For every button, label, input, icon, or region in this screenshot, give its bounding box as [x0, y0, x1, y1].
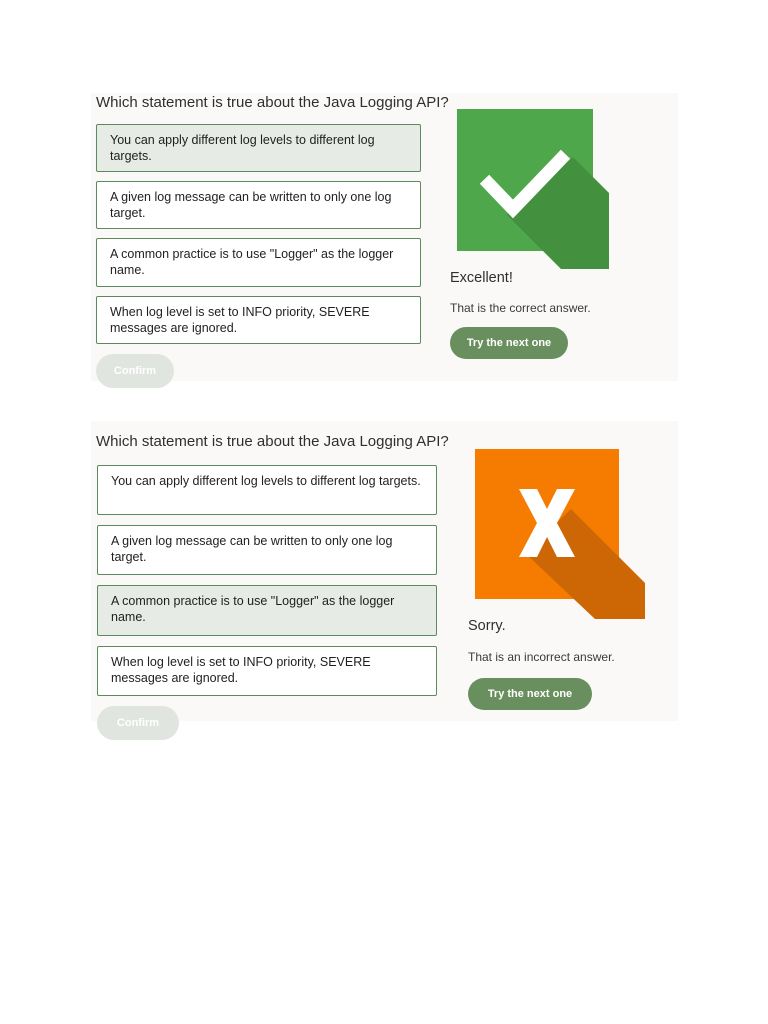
- quiz-panel-correct: [91, 93, 678, 381]
- checkmark-icon: [457, 109, 593, 251]
- answer-option-4[interactable]: When log level is set to INFO priority, SEVERE messages are ignored.: [96, 296, 421, 344]
- answer-option-2[interactable]: A given log message can be written to only one log target.: [96, 181, 421, 229]
- question-text: Which statement is true about the Java Logging API?: [96, 94, 449, 111]
- result-message: That is the correct answer.: [450, 301, 591, 315]
- result-message: That is an incorrect answer.: [468, 650, 615, 664]
- confirm-button[interactable]: Confirm: [96, 354, 174, 388]
- try-next-button[interactable]: Try the next one: [450, 327, 568, 359]
- x-icon: [475, 449, 619, 599]
- answer-option-3[interactable]: A common practice is to use "Logger" as the logger name.: [97, 585, 437, 636]
- quiz-panel-incorrect: [91, 421, 678, 729]
- result-title: Sorry.: [468, 618, 506, 634]
- confirm-button[interactable]: Confirm: [97, 706, 179, 740]
- question-text: Which statement is true about the Java Logging API?: [96, 433, 449, 450]
- answer-option-1[interactable]: You can apply different log levels to different log targets.: [96, 124, 421, 172]
- result-title: Excellent!: [450, 270, 513, 286]
- answer-option-2[interactable]: A given log message can be written to only one log target.: [97, 525, 437, 575]
- answer-option-4[interactable]: When log level is set to INFO priority, SEVERE messages are ignored.: [97, 646, 437, 696]
- answer-option-3[interactable]: A common practice is to use "Logger" as the logger name.: [96, 238, 421, 287]
- answer-option-1[interactable]: You can apply different log levels to different log targets.: [97, 465, 437, 515]
- try-next-button[interactable]: Try the next one: [468, 678, 592, 710]
